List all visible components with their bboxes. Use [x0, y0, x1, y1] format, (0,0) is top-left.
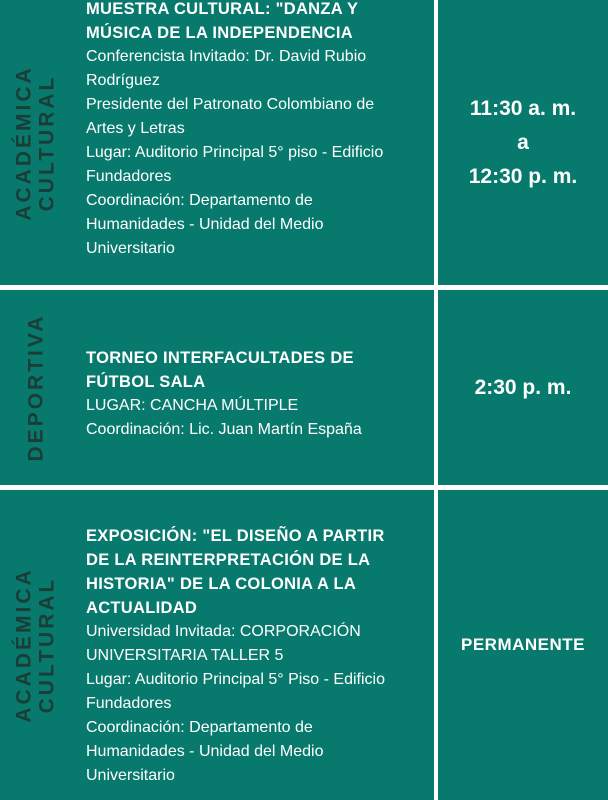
detail-line: Lugar: Auditorio Principal 5° Piso - Edificio — [86, 671, 385, 688]
time-line: a — [517, 130, 529, 154]
time-cell — [438, 490, 608, 800]
detail-line: Universitario — [86, 240, 175, 257]
description-text — [86, 0, 426, 261]
title-line: MUESTRA CULTURAL: "DANZA Y — [86, 0, 359, 18]
time-line: 11:30 a. m. — [469, 96, 577, 120]
detail-line: Coordinación: Departamento de — [86, 719, 313, 736]
detail-line: Coordinación: Lic. Juan Martín España — [86, 421, 362, 438]
time-line: 12:30 p. m. — [468, 164, 578, 188]
time-cell — [438, 290, 608, 485]
description-cell — [72, 0, 434, 285]
detail-line: Universidad Invitada: CORPORACIÓN — [86, 623, 361, 640]
event-title — [86, 0, 426, 45]
event-row-3 — [0, 490, 608, 800]
category-label — [13, 65, 59, 220]
title-line: DE LA REINTERPRETACIÓN DE LA — [86, 551, 371, 569]
detail-line: LUGAR: CANCHA MÚLTIPLE — [86, 397, 299, 414]
category-line: ACADÉMICA — [13, 567, 37, 723]
detail-line: Universitario — [86, 767, 175, 784]
title-line: HISTORIA" DE LA COLONIA A LA — [86, 575, 357, 593]
title-line: MÚSICA DE LA INDEPENDENCIA — [86, 24, 353, 42]
event-row-1 — [0, 0, 608, 285]
category-cell — [0, 490, 72, 800]
time-text — [461, 635, 585, 655]
title-line: ACTUALIDAD — [86, 599, 198, 617]
detail-line: Fundadores — [86, 168, 172, 185]
time-line: 2:30 p. m. — [474, 375, 572, 399]
category-line: CULTURAL — [36, 576, 60, 714]
title-line: EXPOSICIÓN: "EL DISEÑO A PARTIR — [86, 527, 385, 545]
category-cell — [0, 0, 72, 285]
detail-line: Coordinación: Departamento de — [86, 192, 313, 209]
category-label — [13, 567, 59, 722]
detail-line: Humanidades - Unidad del Medio — [86, 743, 324, 760]
detail-line: UNIVERSITARIA TALLER 5 — [86, 647, 284, 664]
category-line: ACADÉMICA — [13, 64, 37, 221]
title-line: TORNEO INTERFACULTADES DE — [86, 349, 354, 367]
category-label — [25, 314, 48, 462]
category-line: CULTURAL — [36, 74, 60, 211]
event-row-2 — [0, 290, 608, 485]
time-text — [469, 92, 578, 194]
detail-line: Lugar: Auditorio Principal 5° piso - Edificio — [86, 144, 384, 161]
time-text — [475, 371, 572, 405]
description-text — [86, 346, 426, 442]
event-title — [86, 524, 426, 620]
detail-line: Presidente del Patronato Colombiano de — [86, 96, 375, 113]
time-line: PERMANENTE — [460, 635, 585, 654]
category-line: DEPORTIVA — [24, 313, 48, 462]
description-cell — [72, 290, 434, 485]
detail-line: Artes y Letras — [86, 120, 185, 137]
detail-line: Humanidades - Unidad del Medio — [86, 216, 324, 233]
time-cell — [438, 0, 608, 285]
detail-line: Conferencista Invitado: Dr. David Rubio — [86, 48, 367, 65]
description-text — [86, 524, 426, 788]
event-title — [86, 346, 426, 394]
category-cell — [0, 290, 72, 485]
title-line: FÚTBOL SALA — [86, 373, 206, 391]
description-cell — [72, 490, 434, 800]
detail-line: Rodríguez — [86, 72, 160, 89]
detail-line: Fundadores — [86, 695, 172, 712]
